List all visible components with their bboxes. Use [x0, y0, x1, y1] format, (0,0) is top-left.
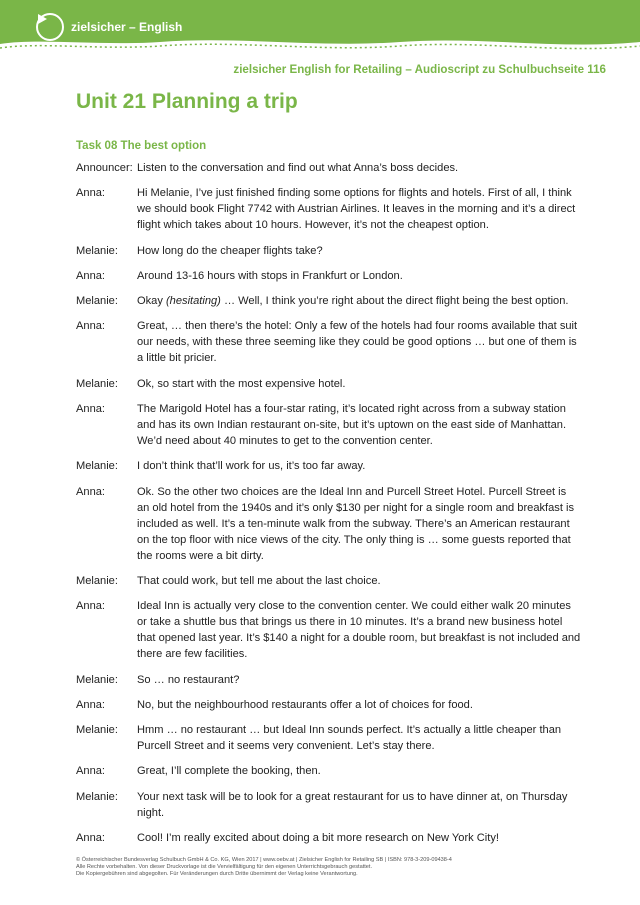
- dialogue-line: [76, 697, 581, 713]
- dialogue-text-pre: Okay: [137, 295, 166, 308]
- dialogue-line: [76, 376, 581, 392]
- speaker-label: Anna:: [76, 485, 105, 498]
- speaker-label: Anna:: [76, 320, 105, 333]
- dialogue-line: [76, 318, 581, 366]
- dialogue-text: Around 13-16 hours with stops in Frankfurt or London.: [137, 269, 403, 282]
- speaker-label: Melanie:: [76, 673, 118, 686]
- speaker-label: Anna:: [76, 698, 105, 711]
- footer-line: Alle Rechte vorbehalten. Von dieser Druckvorlage ist die Vervielfältigung für den eigenen Unterrichtsgebrauch gestattet.: [76, 864, 373, 870]
- dialogue-line: [76, 573, 581, 589]
- dialogue-text: Cool! I’m really excited about doing a bit more research on New York City!: [137, 832, 499, 845]
- dialogue-text: No, but the neighbourhood restaurants offer a lot of choices for food.: [137, 698, 473, 711]
- stage-direction: (hesitating): [165, 295, 221, 308]
- speaker-label: Anna:: [76, 403, 105, 416]
- unit-title: Unit 21 Planning a trip: [76, 90, 298, 113]
- dialogue-line: [76, 763, 581, 779]
- footer-line: © Österreichischer Bundesverlag Schulbuch GmbH & Co. KG, Wien 2017 | www.oebv.at | Zielsicher English for Retailing SB | ISBN: 978-3-209-09438-4: [76, 857, 452, 863]
- dialogue-text: Great, I’ll complete the booking, then.: [137, 765, 321, 778]
- dialogue-text: Listen to the conversation and find out what Anna’s boss decides.: [137, 162, 459, 174]
- dialogue-text: Ok. So the other two choices are the Ideal Inn and Purcell Street Hotel. Purcell Street is an old hotel from the 1940s and it’s only $130 per night for a single room and breakfast is included as well. It’s a ten-minute walk from the subway. There’s an American restaurant on the top floor with nice views of the city. The only thing is … some guests reported that the rooms were a bit dirty.: [137, 485, 575, 562]
- speaker-label: Melanie:: [76, 295, 118, 308]
- dialogue-line: [76, 598, 581, 662]
- dialogue-text-rest: … Well, I think you’re right about the direct flight being the best option.: [220, 295, 569, 308]
- speaker-label: Melanie:: [76, 244, 118, 257]
- speaker-label: Anna:: [76, 832, 105, 845]
- dialogue-text: Your next task will be to look for a great restaurant for us to have dinner at, on Thursday night.: [137, 790, 568, 819]
- transcript: [76, 160, 581, 855]
- dialogue-line: [76, 293, 581, 309]
- dialogue-line: [76, 722, 581, 754]
- dialogue-text: Hi Melanie, I’ve just finished finding some options for flights and hotels. First of all, I think we should book Flight 7742 with Austrian Airlines. It leaves in the morning and it’s a direct flight which takes about 10 hours. However, it’s not the cheapest option.: [137, 187, 576, 232]
- play-icon: [36, 13, 64, 41]
- dialogue-line: [76, 789, 581, 821]
- dialogue-line: [76, 268, 581, 284]
- speaker-label: Anna:: [76, 600, 105, 613]
- header-banner: [0, 0, 640, 52]
- speaker-label: Melanie:: [76, 377, 118, 390]
- speaker-label: Anna:: [76, 187, 105, 200]
- brand-name: zielsicher – English: [71, 20, 183, 34]
- dialogue-line: [76, 243, 581, 259]
- dialogue-text: Ideal Inn is actually very close to the convention center. We could either walk 20 minutes or take a shuttle bus that brings us there in 10 minutes. It’s a brand new business hotel that opened last year. It’s $140 a night for a double room, but breakfast is not included and there are few facilities.: [137, 600, 581, 661]
- dialogue-line: [76, 401, 581, 449]
- speaker-label: Melanie:: [76, 460, 118, 473]
- speaker-label: Announcer:: [76, 162, 133, 174]
- footer-line: Die Kopiergebühren sind abgegolten. Für Veränderungen durch Dritte übernimmt der Verlag keine Verantwortung.: [76, 871, 358, 877]
- dialogue-text: Ok, so start with the most expensive hotel.: [137, 377, 346, 390]
- speaker-label: Melanie:: [76, 724, 118, 737]
- dialogue-line: [76, 458, 581, 474]
- dialogue-text: [137, 293, 581, 309]
- task-title: Task 08 The best option: [76, 140, 207, 152]
- page-subtitle: zielsicher English for Retailing – Audioscript zu Schulbuchseite 116: [233, 63, 606, 76]
- speaker-label: Anna:: [76, 269, 105, 282]
- dialogue-text: Hmm … no restaurant … but Ideal Inn sounds perfect. It’s actually a little cheaper than Purcell Street and it seems very convenient. Let’s stay there.: [137, 724, 562, 753]
- brand: [36, 13, 182, 41]
- dialogue-text: So … no restaurant?: [137, 673, 240, 686]
- dialogue-text: I don’t think that’ll work for us, it’s too far away.: [137, 460, 366, 473]
- dialogue-line: [76, 160, 581, 176]
- dialogue-text: The Marigold Hotel has a four-star rating, it’s located right across from a subway station and has its own Indian restaurant on-site, but it’s uptown on the east side of Manhattan. We’d need about 40 minutes to get to the convention center.: [137, 403, 567, 448]
- speaker-label: Melanie:: [76, 790, 118, 803]
- dialogue-line: [76, 185, 581, 233]
- dialogue-text: Great, … then there’s the hotel: Only a few of the hotels had four rooms available that suit our needs, with these three seeming like they could be good options … but one of them is a little bit pricier.: [137, 320, 578, 365]
- speaker-label: Anna:: [76, 765, 105, 778]
- dialogue-text: How long do the cheaper flights take?: [137, 244, 323, 257]
- dialogue-text: That could work, but tell me about the last choice.: [137, 574, 381, 587]
- speaker-label: Melanie:: [76, 574, 118, 587]
- dialogue-line: [76, 672, 581, 688]
- dialogue-line: [76, 830, 581, 846]
- footer: [76, 857, 452, 878]
- dialogue-line: [76, 484, 581, 564]
